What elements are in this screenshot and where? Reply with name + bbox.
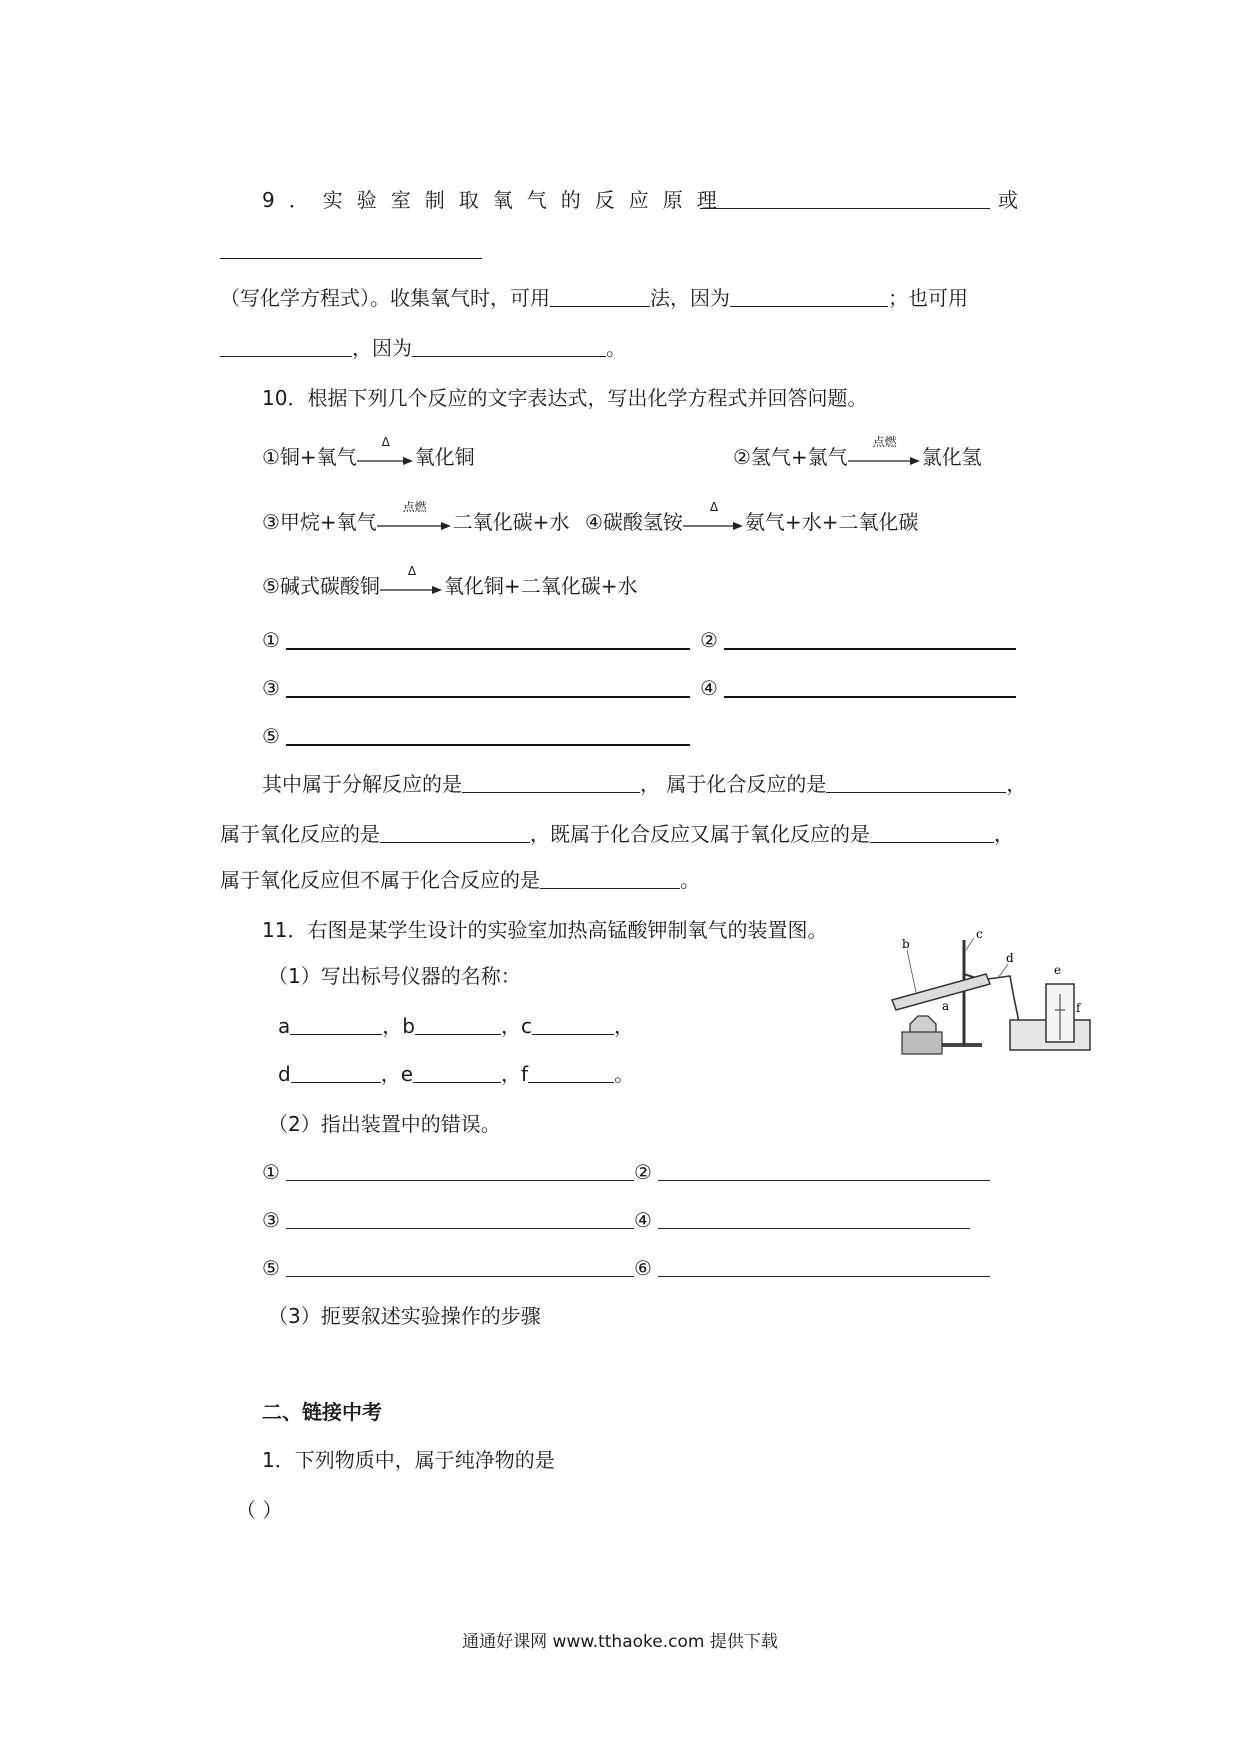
q10-ask-2	[220, 820, 1014, 848]
ask3-end: 。	[680, 868, 700, 892]
q9-blank-4[interactable]	[730, 284, 888, 307]
q11-labels-row-2	[278, 1060, 634, 1088]
label-e-blank[interactable]	[413, 1060, 501, 1083]
q10-ask-1	[262, 770, 1026, 798]
reaction-4-reactants: ④碳酸氢铵	[585, 510, 683, 534]
ask2-end: ，	[994, 822, 1014, 846]
label-e: e	[400, 1062, 414, 1086]
ask2-blank-2[interactable]	[870, 820, 994, 843]
reaction-5-reactants: ⑤碱式碳酸铜	[262, 574, 380, 598]
answer-line-2[interactable]	[724, 648, 1016, 650]
figure-label-c: c	[976, 928, 983, 941]
reaction-1-products: 氧化铜	[414, 445, 475, 469]
reaction-2-reactants: ②氢气+氯气	[733, 445, 848, 469]
reaction-2-products: 氯化氢	[921, 445, 982, 469]
footer: 通通好课网 www.tthaoke.com 提供下载	[462, 1632, 778, 1652]
section-heading: 二、链接中考	[262, 1400, 382, 1424]
label-c: c	[520, 1014, 532, 1038]
q9-text-b: 法，因为	[650, 286, 730, 310]
label-d: d	[278, 1062, 291, 1086]
q9-or: 或	[998, 188, 1018, 212]
reaction-3-products: 二氧化碳+水	[452, 510, 570, 534]
ask2-text-b: ，既属于化合反应又属于氧化反应的是	[530, 822, 870, 846]
q9-text-end: 。	[606, 336, 626, 360]
label-a: a	[278, 1014, 291, 1038]
error-num-3: ③	[262, 1208, 280, 1232]
label-d-blank[interactable]	[291, 1060, 381, 1083]
q10-intro: 10．根据下列几个反应的文字表达式，写出化学方程式并回答问题。	[262, 386, 868, 410]
ask1-blank-2[interactable]	[826, 770, 1006, 793]
answer-parentheses: （ ）	[236, 1498, 283, 1522]
comma: ，	[380, 1062, 401, 1086]
reaction-4-condition: Δ	[709, 500, 719, 514]
comma: ，	[382, 1014, 403, 1038]
q9-text-d: ，因为	[352, 336, 412, 360]
answer-num-2: ②	[700, 628, 718, 652]
q9-blank-6[interactable]	[412, 334, 606, 357]
label-b-blank[interactable]	[415, 1012, 501, 1035]
arrow-icon	[683, 500, 745, 533]
reaction-3-reactants: ③甲烷+氧气	[262, 510, 377, 534]
test-tube	[892, 974, 990, 1010]
error-line-1[interactable]	[286, 1180, 634, 1181]
q9-text-c: ；也可用	[888, 286, 968, 310]
reaction-5-condition: Δ	[407, 564, 417, 578]
figure-label-e: e	[1054, 963, 1062, 977]
reaction-1-condition: Δ	[381, 435, 390, 449]
arrow-icon	[377, 500, 453, 533]
error-line-6[interactable]	[658, 1276, 990, 1277]
reaction-3	[262, 500, 570, 536]
answer-line-1[interactable]	[286, 648, 690, 650]
ask1-blank-1[interactable]	[462, 770, 640, 793]
q10-ask-3	[220, 866, 700, 894]
q9-line1	[262, 186, 1022, 214]
reaction-4-products: 氨气+水+二氧化碳	[744, 510, 919, 534]
q11-part-3: （3）扼要叙述实验操作的步骤	[268, 1304, 541, 1328]
ask1-end: ，	[1006, 772, 1027, 796]
reaction-1	[262, 435, 475, 471]
label-b: b	[402, 1014, 415, 1038]
q9-text-a: （写化学方程式）。收集氧气时，可用	[220, 286, 550, 310]
arrow-icon	[380, 564, 444, 597]
q9-blank-1[interactable]	[700, 186, 990, 209]
label-a-blank[interactable]	[290, 1012, 382, 1035]
answer-num-5: ⑤	[262, 724, 280, 748]
arrow-icon	[848, 435, 922, 468]
section2-q1: 1．下列物质中，属于纯净物的是	[262, 1448, 555, 1472]
ask2-blank-1[interactable]	[380, 820, 530, 843]
answer-num-4: ④	[700, 676, 718, 700]
error-num-6: ⑥	[634, 1256, 652, 1280]
arrow-icon	[357, 435, 415, 468]
figure-label-a: a	[942, 999, 950, 1013]
label-c-blank[interactable]	[532, 1012, 614, 1035]
reaction-5	[262, 564, 638, 600]
answer-line-5[interactable]	[286, 744, 690, 746]
q11-labels-row-1	[278, 1012, 634, 1040]
label-f: f	[521, 1062, 529, 1086]
q9-line3	[220, 334, 626, 362]
error-num-1: ①	[262, 1160, 280, 1184]
q9-blank-2[interactable]	[220, 258, 482, 259]
reaction-4	[585, 500, 919, 536]
figure-label-d: d	[1006, 951, 1014, 965]
reaction-3-condition: 点燃	[402, 500, 427, 514]
figure-label-b: b	[902, 937, 910, 951]
comma: ，	[500, 1014, 521, 1038]
period: 。	[614, 1062, 635, 1086]
wood-block	[902, 1032, 942, 1054]
label-f-blank[interactable]	[528, 1060, 614, 1083]
answer-line-3[interactable]	[286, 696, 690, 698]
reaction-5-products: 氧化铜+二氧化碳+水	[443, 574, 638, 598]
q9-blank-3[interactable]	[550, 284, 650, 307]
q11-intro: 11．右图是某学生设计的实验室加热高锰酸钾制氧气的装置图。	[262, 918, 828, 942]
answer-line-4[interactable]	[724, 696, 1016, 698]
error-num-4: ④	[634, 1208, 652, 1232]
apparatus-diagram	[880, 928, 1092, 1060]
q9-line2	[220, 284, 968, 312]
answer-num-1: ①	[262, 628, 280, 652]
ask3-text: 属于氧化反应但不属于化合反应的是	[220, 868, 540, 892]
figure-label-f: f	[1076, 1001, 1081, 1015]
ask1-text-b: ， 属于化合反应的是	[640, 772, 827, 796]
error-line-5[interactable]	[286, 1276, 634, 1277]
q11-part-2: （2）指出装置中的错误。	[268, 1112, 501, 1136]
error-line-2[interactable]	[658, 1180, 990, 1181]
ask3-blank[interactable]	[540, 866, 680, 889]
answer-num-3: ③	[262, 676, 280, 700]
q9-prefix: 9．实验室制取氧气的反应原理	[262, 188, 731, 212]
error-line-4[interactable]	[658, 1228, 970, 1229]
reaction-1-reactants: ①铜+氧气	[262, 445, 357, 469]
comma: ，	[613, 1014, 634, 1038]
error-line-3[interactable]	[286, 1228, 634, 1229]
reaction-2	[733, 435, 982, 471]
q11-part-1: （1）写出标号仪器的名称：	[268, 964, 521, 988]
comma: ，	[501, 1062, 522, 1086]
q9-blank-5[interactable]	[220, 334, 352, 357]
error-num-2: ②	[634, 1160, 652, 1184]
reaction-2-condition: 点燃	[872, 435, 897, 449]
ask2-text-a: 属于氧化反应的是	[220, 822, 380, 846]
error-num-5: ⑤	[262, 1256, 280, 1280]
ask1-text-a: 其中属于分解反应的是	[262, 772, 462, 796]
